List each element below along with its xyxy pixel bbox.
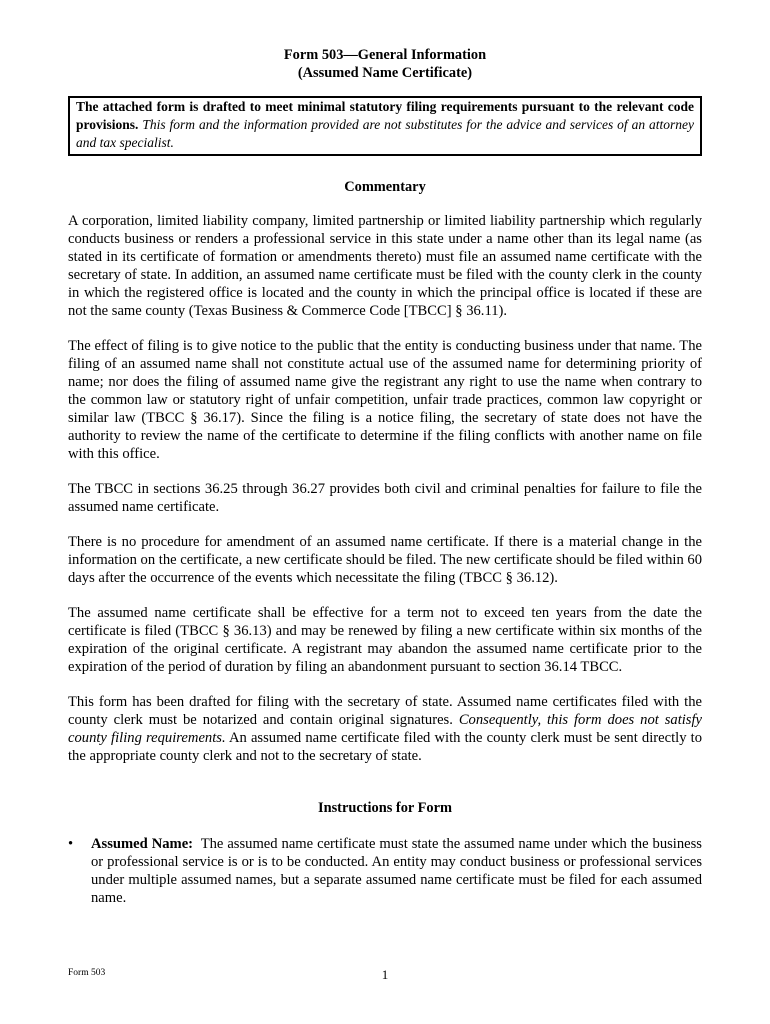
footer-page-number: 1 xyxy=(381,967,389,982)
form-title xyxy=(68,46,702,82)
bullet-icon: • xyxy=(68,836,74,852)
paragraph-6-text-b: An assumed name certificate filed with the county clerk must be sent directly to the appropriate county clerk and not to the secretary of state. xyxy=(68,730,703,764)
disclaimer-italic-text: This form and the information provided are not substitutes for the advice and services of an attorney and tax specialist. xyxy=(76,117,694,150)
commentary-paragraph-4: There is no procedure for amendment of an assumed name certificate. If there is a material change in the information on the certificate, a new certificate should be filed. The new certificate should be filed within 60 days after the occurrence of the events which necessitate the filing (TBCC § 36.12). xyxy=(68,534,702,586)
commentary-paragraph-6 xyxy=(68,693,702,765)
list-item xyxy=(68,835,702,907)
instruction-text: The assumed name certificate must state the assumed name under which the business or professional service is or is to be conducted. An entity may conduct business or professional services under multiple assumed names, but a separate assumed name certificate must be filed for each assumed name. xyxy=(91,836,702,906)
instruction-term: Assumed Name: xyxy=(91,836,194,852)
document-page xyxy=(68,46,702,907)
instructions-list xyxy=(68,835,702,907)
paragraph-6-text-a: This form has been drafted for filing with the secretary of state. Assumed name certificates filed with the county clerk must be notarized and contain original signatures. xyxy=(68,694,702,728)
commentary-heading: Commentary xyxy=(344,179,426,195)
commentary-paragraph-3: The TBCC in sections 36.25 through 36.27 provides both civil and criminal penalties for failure to file the assumed name certificate. xyxy=(68,481,702,515)
commentary-paragraph-1: A corporation, limited liability company, limited partnership or limited liability partnership which regularly conducts business or renders a professional service in this state under a name other than its legal name (as stated in its certificate of formation or amendments thereto) must file an assumed name certificate with the secretary of state. In addition, an assumed name certificate must be filed with the county clerk in the county in which the registered office is located and the county in which the principal office is located if these are not the same county (Texas Business & Commerce Code [TBCC] § 36.11). xyxy=(68,213,702,319)
commentary-paragraph-2: The effect of filing is to give notice to the public that the entity is conducting business under that name. The filing of an assumed name shall not constitute actual use of the assumed name for determining priority of name; nor does the filing of assumed name give the registrant any right to use the name when contrary to the common law or statutory right of unfair competition, unfair trade practices, common law copyright or similar law (TBCC § 36.17). Since the filing is a notice filing, the secretary of state does not have the authority to review the name of the certificate to determine if the filing conflicts with another name on file with this office. xyxy=(68,338,702,462)
form-title-line-2: (Assumed Name Certificate) xyxy=(297,65,473,81)
instructions-heading: Instructions for Form xyxy=(317,800,453,816)
footer-form-label: Form 503 xyxy=(68,968,106,978)
disclaimer-box xyxy=(68,96,702,156)
commentary-paragraph-5: The assumed name certificate shall be effective for a term not to exceed ten years from the date the certificate is filed (TBCC § 36.13) and may be renewed by filing a new certificate within six months of the expiration of the original certificate. A registrant may abandon the assumed name certificate prior to the expiration of the period of duration by filing an abandonment pursuant to section 36.14 TBCC. xyxy=(68,605,702,675)
form-title-line-1: Form 503—General Information xyxy=(283,47,487,63)
paragraph-6-italic-text: Consequently, this form does not satisfy county filing requirements. xyxy=(68,712,703,746)
disclaimer-bold-text: The attached form is drafted to meet minimal statutory filing requirements pursuant to the relevant code provisions. xyxy=(76,99,694,132)
